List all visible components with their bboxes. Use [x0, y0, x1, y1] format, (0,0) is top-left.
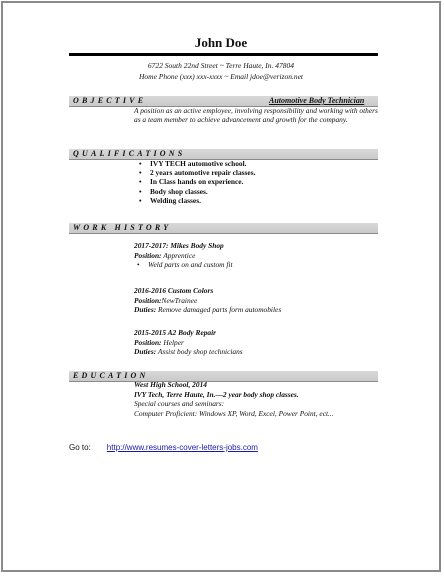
list-item: • In Class hands on experience. [150, 177, 255, 186]
duties-label: Duties: [134, 305, 157, 315]
position-label: Position: [134, 337, 162, 347]
duties-value: Remove damaged parts form automobiles [156, 305, 282, 315]
job-entry [134, 241, 233, 270]
objective-heading: OBJECTIVE [73, 96, 147, 105]
objective-text: A position as an active employee, involving responsibility and working with others as a team member to achieve advancement and growth for the company. [134, 106, 378, 125]
education-line: West High School, 2014 [134, 380, 207, 389]
work-history-heading: WORK HISTORY [73, 223, 172, 232]
position-label: Position: [134, 295, 162, 305]
job-position-line [134, 296, 281, 306]
goto-line [69, 443, 258, 452]
qualifications-list [150, 159, 255, 205]
goto-label: Go to: [69, 443, 91, 452]
education-heading: EDUCATION [73, 371, 149, 380]
position-value: Apprentice [161, 250, 196, 260]
website-link[interactable]: http://www.resumes-cover-letters-jobs.com [106, 443, 258, 452]
position-value: NewTrainee [161, 295, 198, 305]
duties-label: Duties: [134, 347, 157, 357]
job-position-line [134, 338, 243, 348]
job-entry [134, 328, 243, 357]
list-item: • Welding classes. [150, 196, 255, 205]
job-detail: • Weld parts on and custom fit [134, 260, 233, 270]
work-history-section-bar [69, 223, 378, 234]
job-duties-line [134, 305, 281, 315]
education-line: Special courses and seminars: [134, 399, 225, 409]
job-header: 2016-2016 Custom Colors [134, 286, 214, 295]
resume-page [1, 1, 441, 572]
list-item: • IVY TECH automotive school. [150, 159, 255, 168]
job-position-line [134, 251, 233, 261]
name-divider [69, 53, 378, 56]
position-value: Helper [161, 337, 184, 347]
job-duties-line [134, 347, 243, 357]
address-line: 6722 South 22nd Street ~ Terre Haute, In. 47804 [147, 61, 295, 70]
list-item: • 2 years automotive repair classes. [150, 168, 255, 177]
education-entries [134, 380, 334, 418]
education-line: Computer Proficient: Windows XP, Word, Excel, Power Point, ect... [134, 408, 334, 418]
duties-value: Assist body shop technicians [156, 347, 243, 357]
job-header: 2017-2017: Mikes Body Shop [134, 241, 224, 250]
education-line: IVY Tech, Terre Haute, In.—2 year body shop classes. [134, 389, 299, 399]
qualifications-heading: QUALIFICATIONS [73, 149, 186, 158]
job-entry [134, 286, 281, 315]
phone-email-line: Home Phone (xxx) xxx-xxxx ~ Email jdoe@verizon.net [138, 72, 303, 81]
position-label: Position: [134, 250, 162, 260]
objective-job-title: Automotive Body Technician [269, 96, 365, 105]
job-header: 2015-2015 A2 Body Repair [134, 328, 217, 337]
list-item: • Body shop classes. [150, 187, 255, 196]
resume-name: John Doe [194, 35, 248, 50]
